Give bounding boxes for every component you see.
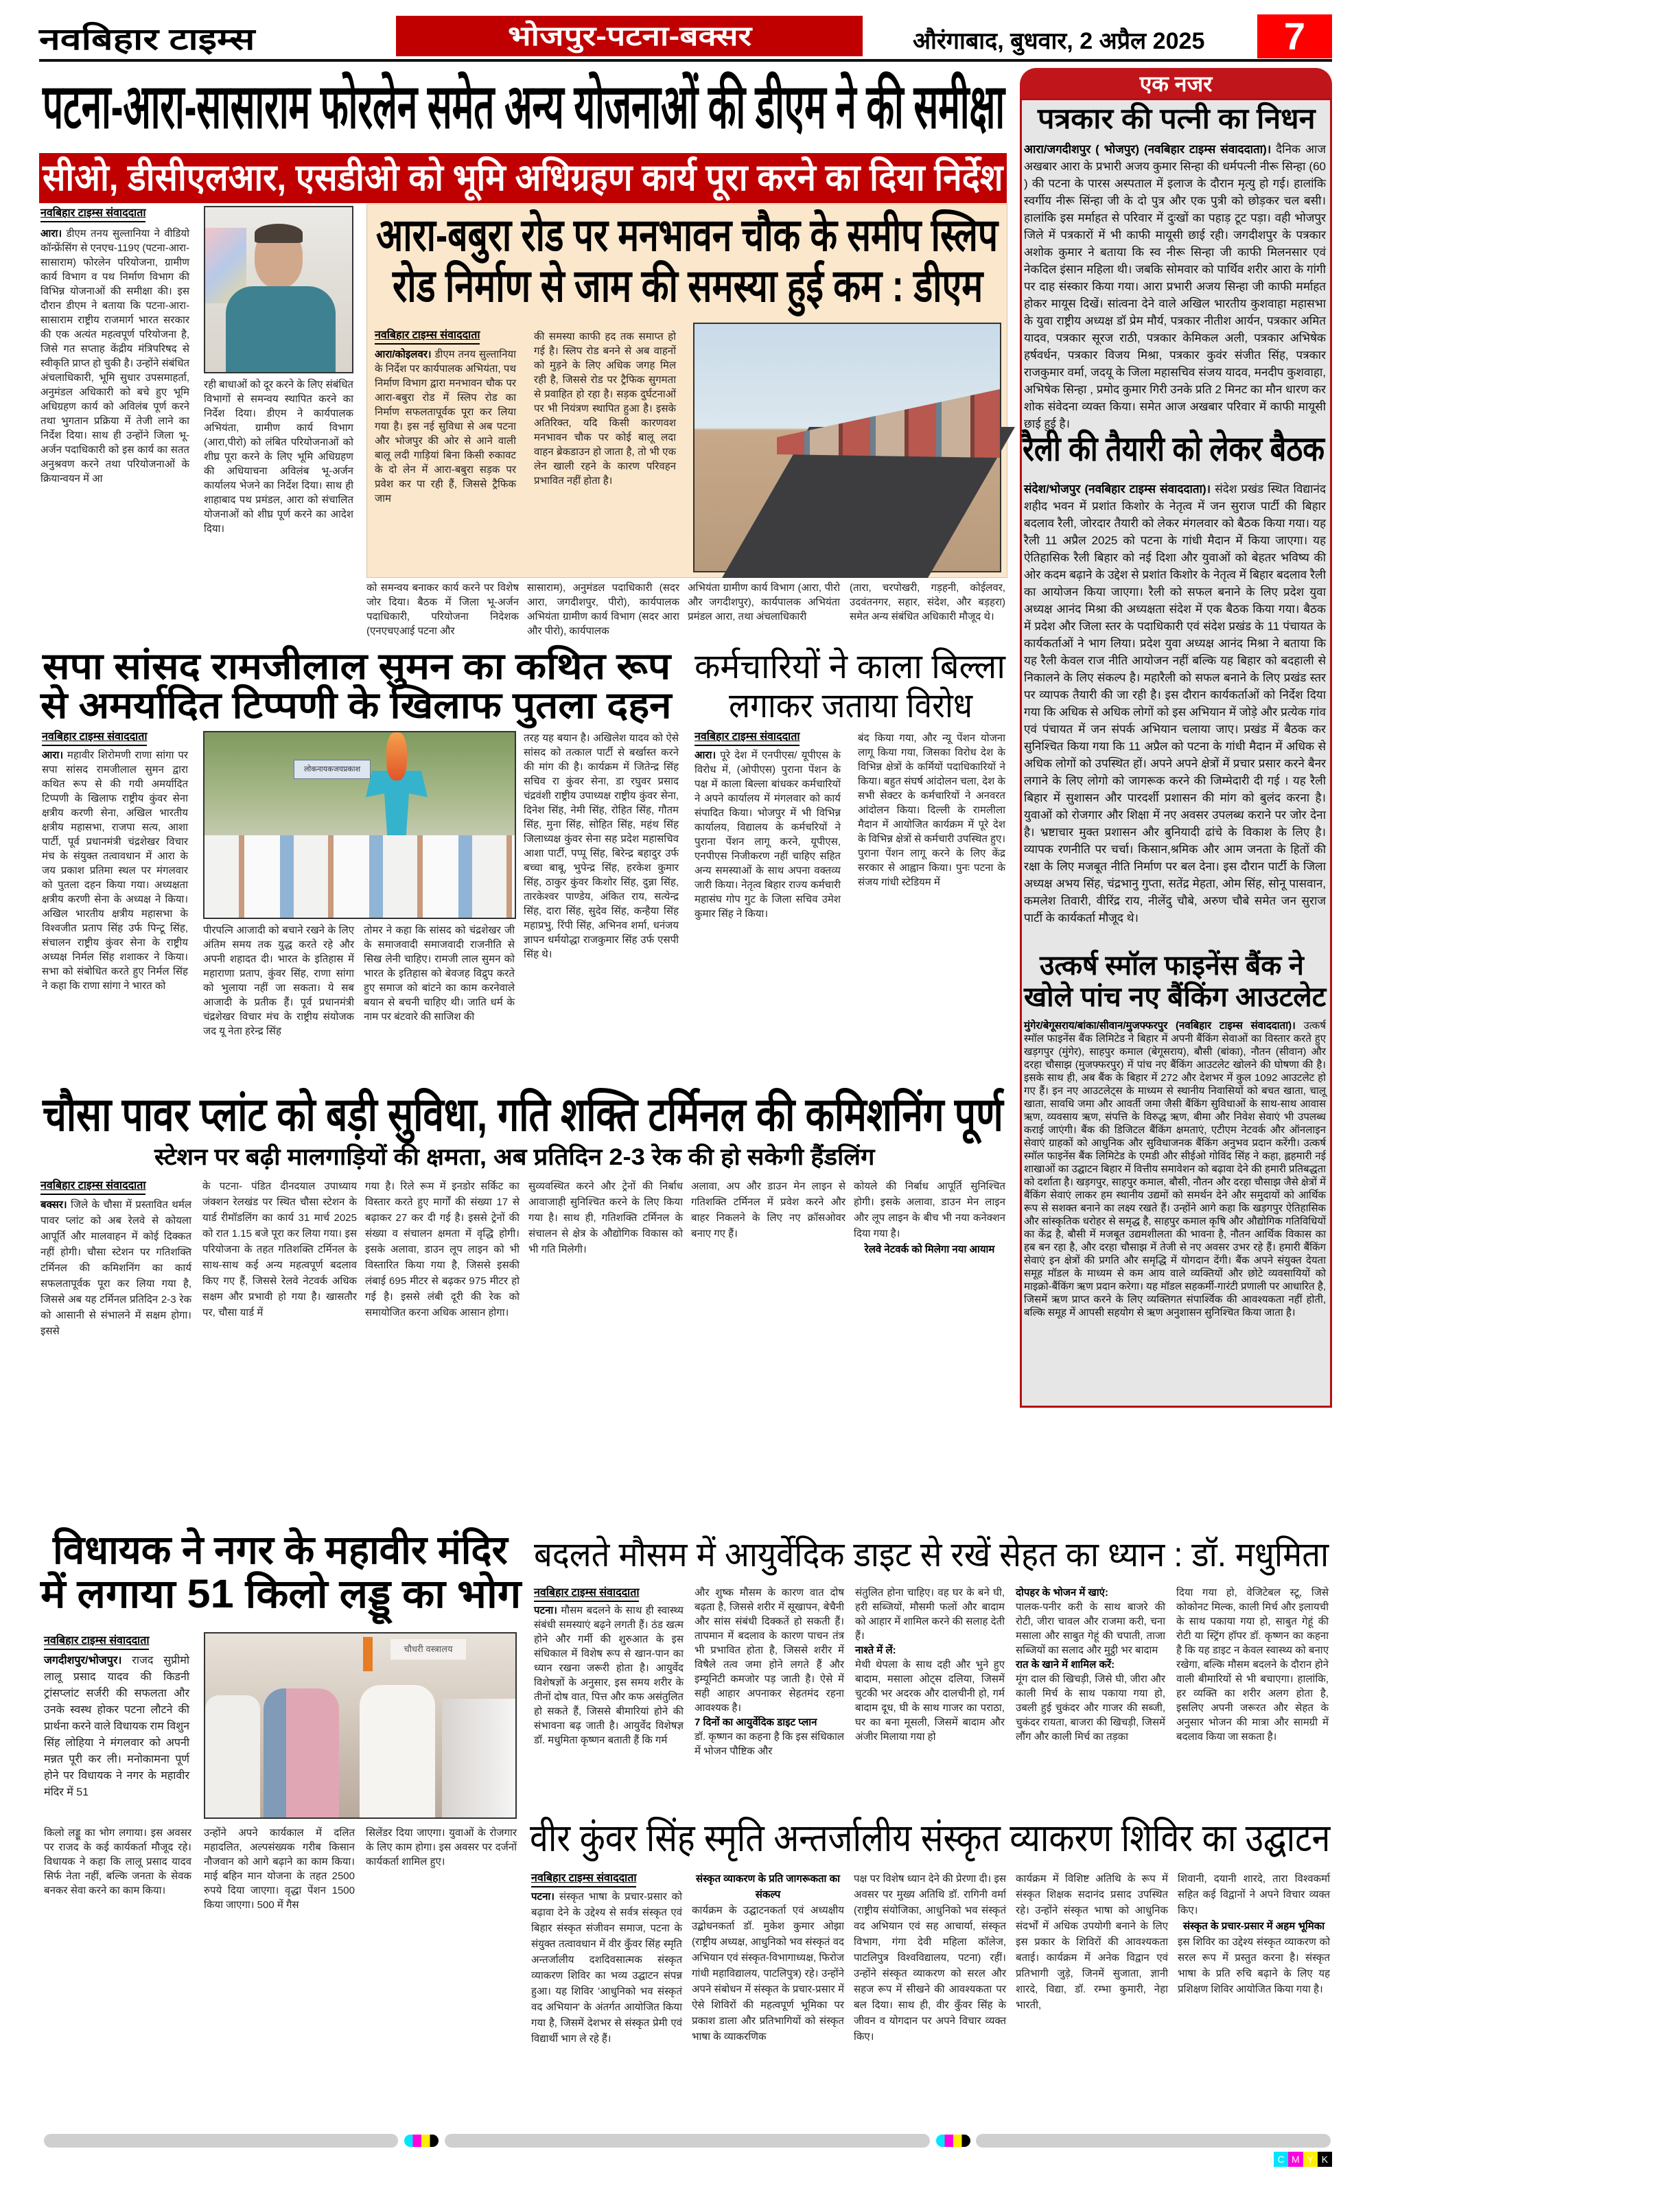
chausa-col-6: कोयले की निर्बाध आपूर्ति सुनिश्चित होगी। इसके अलावा, डाउन मेन लाइन और लूप लाइन के बीच भी नया कनेक्शन दिया गया है। रेलवे नेटवर्क को मिलेगा नया आयाम <box>854 1178 1005 1513</box>
temple-headline-line-2: में लगाया 51 किलो लड्डू का भोग <box>40 1572 522 1616</box>
registration-dots-2 <box>936 2135 970 2147</box>
chausa-subheading: रेलवे नेटवर्क को मिलेगा नया आयाम <box>864 1244 995 1255</box>
lead-strip-col-3: अभियंता ग्रामीण कार्य विभाग (आरा, पीरो और जगदीशपुर), कार्यपालक अभियंता प्रमंडल आरा, तथा अंचलाधिकारी <box>688 582 840 623</box>
slip-road-col-1: आरा/कोइलवर। डीएम तनय सुल्तानिया के निर्देश पर कार्यपालक अभियंता, पथ निर्माण विभाग द्वारा मनभावन चौक पर आरा-बबुरा रोड में स्लिप रोड का निर्माण सफलतापूर्वक पूरा कर लिया गया है। इस नई सुविधा से अब पटना और भोजपुर की ओर से आने वाली बालू लदी गाड़ियां बिना किसी रुकावट के दो लेन में आरा-बबुरा सड़क पर प्रवेश कर पा रही हैं, जिससे ट्रैफिक जाम <box>375 349 516 504</box>
lead-strip-col-2: सासाराम), अनुमंडल पदाधिकारी (सदर आरा, जगदीशपुर, पीरो), कार्यपालक अभियंता ग्रामीण कार्य विभाग (सदर आरा और पीरो), कार्यपालक <box>527 582 679 637</box>
slip-road-photo <box>693 323 1001 572</box>
bank-headline-line-2: खोले पांच नए बैंकिंग आउटलेट <box>1024 982 1327 1012</box>
temple-col-1: जगदीशपुर/भोजपुर। राजद सुप्रीमो लालू प्रसाद यादव की किडनी ट्रांसप्लांट सर्जरी की सफलता और उनके स्वस्थ होकर पटना लौटने की प्रार्थना करने वाले विधायक राम विशुन सिंह लोहिया ने मंगलवार को अपनी मन्नत पूरी कर ली। मनोकामना पूर्ण होने पर विधायक ने नगर के महावीर मंदिर में 51 <box>44 1655 189 1798</box>
lead-body-col-2: रही बाधाओं को दूर करने के लिए संबंधित विभागों से समन्वय स्थापित करने का निर्देश दिया। डीएम ने कार्यपालक अभियंता, ग्रामीण कार्य विभाग (आरा,पीरो) को लंबित परियोजनाओं को शीघ्र पूरा करने के लिए भूमि अधिग्रहण की अधियाचना अविलंब भू-अर्जन कार्यालय भेजने का निर्देश दिया। साथ ही शाहाबाद पथ प्रमंडल, आरा को संचालित योजनाओं को शीघ्र पूर्ण करने का आदेश दिया। <box>204 379 353 535</box>
sanskrit-subheading-role: संस्कृत के प्रचार-प्रसार में अहम भूमिका <box>1182 1920 1325 1932</box>
sanskrit-subheading-awareness: संस्कृत व्याकरण के प्रति जागरूकता का संकल्प <box>695 1873 841 1901</box>
effigy-headline-line-1: सपा सांसद रामजीलाल सुमन का कथित रूप <box>43 646 671 687</box>
lead-subhead: सीओ, डीसीएलआर, एसडीओ को भूमि अधिग्रहण कार्य पूरा करने का दिया निर्देश <box>43 157 1003 198</box>
black-band-col-2: बंद किया गया, और न्यू पेंशन योजना लागू किया गया, जिसका विरोध देश के विभिन्न क्षेत्रों के कर्मियों पदाधिकारियों ने किया। बहुत संघर्ष आंदोलन चला, देश के सभी सेक्टर के कर्मचारियों ने अनवरत आंदोलन किया। दिल्ली के रामलीला मैदान में आयोजित कार्यक्रम में पूरे देश के विभिन्न क्षेत्रों से कर्मचारी उपस्थित हुए। पुराना पेंशन लागू करने के लिए केंद्र सरकार से आह्वान किया। पुनः पटना के संजय गांधी स्टेडियम में <box>858 732 1005 888</box>
photo-person-hair <box>255 224 303 243</box>
obituary-headline: पत्रकार की पत्नी का निधन <box>1038 102 1316 135</box>
cmyk-m: M <box>1288 2152 1303 2167</box>
chausa-col-1: बक्सर। जिले के चौसा में प्रस्तावित थर्मल पावर प्लांट को अब रेलवे से कोयला आपूर्ति और मालवाहन में कोई दिक्कत नहीं होगी। चौसा स्टेशन पर गतिशक्ति टर्मिनल की कमिशनिंग का कार्य सफलतापूर्वक पूरा कर लिया गया है, जिससे अब यह टर्मिनल प्रतिदिन 2-3 रेक को आसानी से संभालने में सक्षम होगा। इससे <box>40 1199 191 1337</box>
photo-shop-sign: चौधरी वस्त्रालय <box>390 1639 466 1660</box>
effigy-col-2: पीरपत्नि आजादी को बचाने रखने के लिए अंतिम समय तक युद्ध करते रहे और अपनी शहादत दी। भारत के इतिहास में महाराणा प्रताप, कुंवर सिंह, राणा सांगा को भुलाया नहीं जा सकता। ये सब आजादी के प्रतीक हैं। पूर्व प्रधानमंत्री चंद्रशेखर विचार मंच के राष्ट्रीय संयोजक जद यू नेता हरेन्द्र सिंह <box>203 925 354 1037</box>
lead-strip-col-1: को समन्वय बनाकर कार्य करने पर विशेष जोर दिया। बैठक में जिला भू-अर्जन पदाधिकारी, परियोजना निदेशक (एनएचएआई पटना और <box>366 582 519 637</box>
rally-body: संदेश/भोजपुर (नवबिहार टाइम्स संवाददाता)। संदेश प्रखंड स्थित विद्यानंद शहीद भवन में प्रशांत किशोर के नेतृत्व में जन सुराज पार्टी की बिहार बदलाव रैली, जोरदार तैयारी को लेकर मंगलवार को बैठक किया गया। यह रैली 11 अप्रैल 2025 को पटना के गांधी मैदान में किया जाएगा। यह ऐतिहासिक रैली बिहार को नई दिशा और युवाओं को बेहतर भविष्य की ओर कदम बढ़ाने के उद्देश से प्रशांत किशोर के नेतृत्व में बिहार बदलाव रैली का आयोजन किया जाएगा। रैली को सफल बनाने के लिए प्रदेश युवा अध्यक्ष आनंद मिश्रा की अध्यक्षता संदेश में एक बैठक किया गया। बैठक में प्रदेश और जिला स्तर के पदाधिकारी एवं संदेश प्रखंड के 11 पंचायत के कार्यकर्ताओं ने भाग लिया। प्रदेश युवा अध्यक्ष आनंद मिश्रा ने बताया कि यह रैली केवल राज नीति आयोजन नहीं बल्कि यह बिहार को बदहाली से निकालने के लिए संकल्प है। महारैली को सफल बनाने के लिए प्रखंड स्तर पर व्यापक तैयारी की जा रही है। इस दौरान कार्यकर्ताओं को निर्देश दिया गया कि अधिक से अधिक लोगों को इस अभियान में जोड़े और प्रत्येक गांव एवं पंचायत में जन संपर्क अभियान चलाया जाए। प्रखंड में बैठक कर सुनिश्चित किया गया कि 11 अप्रैल को पटना के गांधी मैदान में अधिक से अधिक लोगों को उपस्थित हों। अपने अपने क्षेत्रों में प्रचार प्रसार करने बैनर लगाने के लिए लोगो को जागरूक करने की जिम्मेदारी दी गई । यह रैली बिहार में सुशासन और पारदर्शी प्रशासन की मांग को बुलंद करना है। युवाओं को रोजगार और शिक्षा में नए अवसर उपलब्ध कराने पर जोर देना है। भ्रष्टाचार मुक्त प्रशासन और बुनियादी ढांचे के विकाश के लिए है। व्यापक रणनीति पर चर्चा। किसान,श्रमिक और आम जनता के हितों की रक्षा के लिए मजबूत नीति निर्माण पर बल देना। इस दौरान पार्टी के जिला अध्यक्ष अभय सिंह, चंद्रभानु गुप्ता, सतेंद्र मेहता, ओम सिंह, सोनू पासवान, कमलेश तिवारी, वीरिंद्र राय, नीलेंदु चौबे, अरुण चौबे समेत जन सुराज पार्टी के कार्यकर्ता मौजूद थे। <box>1024 483 1326 925</box>
obituary-body: आरा/जगदीशपुर ( भोजपुर) (नवबिहार टाइम्स संवाददाता)। दैनिक आज अखबार आरा के प्रभारी अजय कुमार सिन्हा की धर्मपत्नी नीरू सिन्हा (60 ) की पटना के पारस अस्पताल में इलाज के दौरान मृत्यु हो गई। हालांकि स्वर्गीय नीरू सिंन्हा जी के दो पुत्र और एक पुत्री को छोड़कर चल बसी। हालांकि इस मर्माहत से परिवार में दुःखों का पहाड़ टूट पड़ा। वही भोजपुर जिले में पत्रकारों में भी काफी मायूसी छाई रही। जगदीशपुर के पत्रकार अशोक कुमार ने बताया कि स्व नीरू सिन्हा जी काफी मिलनसार एवं नेकदिल इंसान महिला थी। जबकि सोमवार को पार्थिव शरीर आरा के गांगी पर दाह संस्कार किया गया। आरा प्रभारी अजय सिन्हा जी काफी मर्माहत होकर मायूस दिखें। सांत्वना देने वाले अखिल भारतीय कुशवाहा महासभा के युवा राष्ट्रीय अध्यक्ष डॉ प्रेम मौर्य, पत्रकार नीतीश आर्यन, पत्रकार अमित यादव, पत्रकार सूरज राठी, पत्रकार केमिकल अली, पत्रकार अभिषेक हर्षवर्धन, पत्रकार विजय मिश्रा, पत्रकार कुवंर संजीत सिंह, पत्रकार राजकुमार वर्मा, जदयू के जिला महासचिव संजय यादव, मनदीप कुशवाहा, अभिषेक सिन्हा , प्रमोद कुमार गिरी उनके प्रति 2 मिनट का मौन धारण कर शोक संवेदना व्यक्त किया। समेत आज अखबार परिवार में काफी मायूसी छाई हुई है। <box>1024 143 1326 430</box>
effigy-col-3: तोमर ने कहा कि सांसद को चंद्रशेखर जी के समाजवादी समाजवादी राजनीति से सिख लेनी चाहिए। रामजी लाल सुमन को भारत के इतिहास को बेवजह विद्रुप करते हुए समाज को बांटने का काम करनेवाले बयान से बचनी चाहिए थी। जाति धर्म के नाम पर बंटवारे की साजिश की <box>364 925 515 1023</box>
black-band-headline-line-1: कर्मचारियों ने काला बिल्ला <box>695 647 1005 686</box>
lead-byline: नवबिहार टाइम्स संवाददाता <box>40 206 145 222</box>
sanskrit-col-4: कार्यक्रम में विशिष्ट अतिथि के रूप में संस्कृत शिक्षक सदानंद प्रसाद उपस्थित रहे। उन्होंने संस्कृत भाषा को आधुनिक संदर्भों में अधिक उपयोगी बनाने के लिए इस प्रकार के शिविरों की आवश्यकता बताई। कार्यक्रम में अनेक विद्वान एवं प्रतिभागी जुड़े, जिनमें सुजाता, ज्ञानी शारदे, विद्या, डॉ. रम्भा कुमारी, नेहा भारती, <box>1016 1873 1168 2011</box>
page-number-badge: 7 <box>1257 14 1332 58</box>
photo-leader-right <box>360 1685 435 1817</box>
bank-body: मुंगेर/बेगूसराय/बांका/सीवान/मुजफ्फरपुर (नवबिहार टाइम्स संवाददाता)। उत्कर्ष स्मॉल फाइनेंस बैंक लिमिटेड ने बिहार में अपनी बैंकिंग सेवाओं का विस्तार करते हुए खड़गपुर (मुंगेर), साहपुर कमाल (बेगूसराय), बौसी (बांका), नौतन (सीवान) और दरहा चौसाझ (मुजफ्फरपुर) में पांच नए बैंकिंग आउटलेट खोलने की घोषणा की है। इसके साथ ही, अब बैंक के बिहार में 272 और देशभर में कुल 1092 आउटलेट हो गए हैं। इन नए आउटलेट्स के माध्यम से स्थानीय निवासियों को बचत खाता, चालू खाता, सावधि जमा और आवर्ती जमा जैसी बैंकिंग सुविधाओं के साथ-साथ आवास ऋण, व्यवसाय ऋण, संपत्ति के विरुद्ध ऋण, बीमा और निवेश सेवाएं भी उपलब्ध कराई जाएंगी। बैंक की डिजिटल बैंकिंग क्षमताएं, एटीएम नेटवर्क और ऑनलाइन सेवाएं ग्राहकों को आधुनिक और सुविधाजनक बैंकिंग अनुभव प्रदान करेंगी। उत्कर्ष स्मॉल फाइनेंस बैंक लिमिटेड के एमडी और सीईओ गोविंद सिंह ने कहा, ह्लहमारी नई शाखाओं का उद्घाटन बिहार में वित्तीय समावेशन को बढ़ावा देने की हमारी प्रतिबद्धता को दर्शाता है। खड़गपुर, साहपुर कमाल, बौसी, नौतन और दरहा चौसाझ जैसे क्षेत्रों में बैंकिंग सेवाएं लाकर हम स्थानीय उद्यमों को समर्थन देने और समुदायों को आर्थिक रूप से सशक्त बनाने का लक्ष्य रखते हैं। उन्होंने आगे कहा कि खड़गपुर ऐतिहासिक और सांस्कृतिक धरोहर से समृद्ध है, साहपुर कमाल कृषि और औद्योगिक गतिविधियों का केंद्र है, बौसी में मजबूत उद्यमशीलता की भावना है, नौतन आर्थिक विकास का हब बन रहा है, और दरहा चौसाझ में तेजी से नए अवसर उभर रहे हैं। हमारी बैंकिंग सेवाएं इन क्षेत्रों की प्रगति और समृद्धि में योगदान देंगी। बैंक अपने संयुक्त देयता समूह मॉडल के माध्यम से कम आय वाले व्यक्तियों और छोटे व्यवसायियों को माइक्रो-बैंकिंग ऋण प्रदान करेगा। यह मॉडल सहकर्मी-गारंटी प्रणाली पर आधारित है, जिसमें ऋण प्राप्त करने के लिए व्यक्तिगत संपार्श्विक की आवश्यकता नहीं होती, बल्कि समूह में आपसी सहयोग से ऋण अनुशासन सुनिश्चित किया जाता है। <box>1024 1020 1326 1318</box>
black-band-col-1: आरा। पूरे देश में एनपीएस/ यूपीएस के विरोध में, (ओपीएस) पुराना पेंशन के पक्ष में काला बिल्ला बांधकर कर्मचारियों ने अपने कार्यालय में मंगलवार को कार्य संपादित किया। भोजपुर में भी विभिन्न कार्यालय, विद्यालय के कर्मचरियों ने पुराना पेंशन लागू करने, यूपीएस, एनपीएस निजीकरण नहीं चाहिए सहित अन्य समस्याओं के साथ अपना वक्तव्य जारी किया। नेतृत्व बिहार राज्य कर्मचारी महासंघ गोप गुट के जिला सचिव उमेश कुमार सिंह ने किया। <box>695 749 841 920</box>
ayurveda-subheading-breakfast: नाश्ते में लें: <box>855 1645 896 1656</box>
sanskrit-col-2: संस्कृत व्याकरण के प्रति जागरूकता का संकल्प कार्यक्रम के उद्घाटनकर्ता एवं अध्यक्षीय उद्बोधनकर्ता डॉ. मुकेश कुमार ओझा (राष्ट्रीय अध्यक्ष, आधुनिको भव संस्कृतं वद अभियान एवं संस्कृत-विभागाध्यक्ष, फिरोज गांधी महाविद्यालय, पाटलिपुत्र) रहे। उन्होंने अपने संबोधन में संस्कृत के प्रचार-प्रसार में ऐसे शिविरों की महत्वपूर्ण भूमिका पर प्रकाश डाला और प्रतिभागियों को संस्कृत भाषा के व्याकरणिक <box>692 1871 844 2129</box>
cmyk-k: K <box>1318 2152 1332 2167</box>
chausa-headline: चौसा पावर प्लांट को बड़ी सुविधा, गति शक्ति टर्मिनल की कमिशनिंग पूर्ण <box>43 1089 1003 1141</box>
temple-byline: नवबिहार टाइम्स संवाददाता <box>44 1634 149 1650</box>
slip-road-headline-line-2: रोड निर्माण से जाम की समस्या हुई कम : डीएम <box>393 260 983 311</box>
bank-headline-line-1: उत्कर्ष स्मॉल फाइनेंस बैंक ने <box>1040 951 1304 981</box>
masthead-rule <box>39 59 1332 62</box>
ayurveda-col-4: दोपहर के भोजन में खाएं: पालक-पनीर करी के साथ बाजरे की रोटी, जीरा चावल और राजमा करी, चना मसाला और साबुत गेहूं की चपाती, ताजा सब्जियों का सलाद और मुट्ठी भर बादाम रात के खाने में शामिल करें: मूंग दाल की खिचड़ी, जिसे घी, जीरा और काली मिर्च के साथ पकाया गया हो, उबली हुई चुकंदर और गाजर की सब्जी, चुकंदर रायता, बाजरा की खिचड़ी, जिसमें लौंग और काली मिर्च का तड़का <box>1016 1587 1165 1743</box>
ayurveda-subheading-diet-plan: 7 दिनों का आयुर्वेदिक डाइट प्लान <box>695 1717 817 1728</box>
ayurveda-col-1: पटना। मौसम बदलने के साथ ही स्वास्थ्य संबंधी समस्याएं बढ़ने लगती हैं। ठंड खत्म होने और गर्मी की शुरुआत के इस संधिकाल में विशेष रूप से खान-पान का ध्यान रखना जरूरी होता है। आयुर्वेद विशेषज्ञों के अनुसार, इस समय शरीर के तीनों दोष वात, पित्त और कफ असंतुलित हो सकते हैं, जिससे बीमारियां होने की संभावना बढ़ जाती है। आयुर्वेद विशेषज्ञ डॉ. मधुमिता कृष्णन बताती हैं कि गर्म <box>534 1605 684 1746</box>
effigy-byline: नवबिहार टाइम्स संवाददाता <box>42 730 147 746</box>
black-band-headline-line-2: लगाकर जताया विरोध <box>729 686 973 725</box>
chausa-subhead: स्टेशन पर बढ़ी मालगाड़ियों की क्षमता, अब प्रतिदिन 2-3 रेक की हो सकेगी हैंडलिंग <box>154 1144 875 1170</box>
chausa-col-3: गया है। रिले रूम में इनडोर सर्किट का विस्तार करते हुए मार्गों की संख्या 17 से बढ़ाकर 27 कर दी गई है। इससे ट्रेनों की संख्या व संचालन क्षमता में वृद्धि होगी। इसके अलावा, डाउन लूप लाइन को भी विस्तारित किया गया है, जिससे इसकी लंबाई 695 मीटर से बढ़कर 975 मीटर हो गई है। इससे लंबी दूरी की रेक को समायोजित करना अधिक आसान होगा। <box>365 1181 520 1318</box>
temple-col-3: उन्होंने अपने कार्यकाल में दलित महादलित, अल्पसंख्यक गरीब किसान नौजवान को आगे बढ़ाने का काम किया। माई बहिन मान योजना के तहत 2500 रुपये दिया जाएगा। वृद्धा पेंशन 1500 किया जाएगा। 500 में गैस <box>204 1827 355 1911</box>
dateline: औरंगाबाद, बुधवार, 2 अप्रैल 2025 <box>913 28 1205 54</box>
temple-visit-photo <box>204 1632 517 1819</box>
temple-headline-line-1: विधायक ने नगर के महावीर मंदिर <box>53 1528 508 1572</box>
registration-dots-1 <box>404 2135 439 2147</box>
edition-label: भोजपुर-पटना-बक्सर <box>508 21 752 51</box>
photo-crowd-side <box>205 1695 260 1817</box>
chausa-byline: नवबिहार टाइम्स संवाददाता <box>40 1178 145 1195</box>
photo-sign: लोकनायकजयप्रकाश <box>294 760 371 779</box>
effigy-burning-photo <box>203 731 516 919</box>
sanskrit-col-3: पक्ष पर विशेष ध्यान देने की प्रेरणा दी। इस अवसर पर मुख्य अतिथि डॉ. रागिनी वर्मा (राष्ट्रीय संयोजिका, आधुनिको भव संस्कृतं वद अभियान एवं सह आचार्या, संस्कृत विभाग, गंगा देवी महिला कॉलेज, पाटलिपुत्र विश्वविद्यालय, पटना) रहीं। उन्होंने संस्कृत व्याकरण को सरल और सहज रूप में सीखने की आवश्यकता पर बल दिया। साथ ही, वीर कुँवर सिंह के जीवन व योगदान पर अपने विचार व्यक्त किए। <box>854 1873 1006 2043</box>
cmyk-y: Y <box>1303 2152 1318 2167</box>
sidebar-tab: एक नजर <box>1020 68 1332 100</box>
footer-bar-middle <box>445 2134 930 2148</box>
lead-strip-col-4: (तारा, चरपोखरी, गड़हनी, कोईलवर, उदवंतनगर, सहार, संदेश, और बड़हरा) समेत अन्य संबंधित अधिकारी मौजूद थे। <box>850 582 1005 623</box>
ayurveda-byline: नवबिहार टाइम्स संवाददाता <box>534 1585 639 1602</box>
sanskrit-col-1: पटना। संस्कृत भाषा के प्रचार-प्रसार को बढ़ावा देने के उद्देश्य से सर्वत्र संस्कृत एवं बिहार संस्कृत संजीवन समाज, पटना के संयुक्त तत्वावधान में वीर कुँवर सिंह स्मृति अन्तर्जालीय दशदिवसात्मक संस्कृत व्याकरण शिविर का भव्य उद्घाटन संपन्न हुआ। यह शिविर 'आधुनिको भव संस्कृतं वद अभियान' के अंतर्गत आयोजित किया गया है, जिसमें देशभर से संस्कृत प्रेमी एवं विद्यार्थी भाग ले रहे हैं। <box>531 1891 682 2045</box>
rally-headline: रैली की तैयारी को लेकर बैठक <box>1023 430 1325 468</box>
photo-crowd <box>205 835 515 918</box>
footer-bar-left <box>44 2134 398 2148</box>
sanskrit-col-5: शिवानी, दयानी शारदे, तारा विश्वकर्मा सहित कई विद्वानों ने अपने विचार व्यक्त किए। संस्कृत के प्रचार-प्रसार में अहम भूमिका इस शिविर का उद्देश्य संस्कृत व्याकरण को सरल रूप में प्रस्तुत करना है। संस्कृत भाषा के प्रति रुचि बढ़ाने के लिए यह प्रशिक्षण शिविर आयोजित किया गया है। <box>1178 1873 1330 1995</box>
ayurveda-headline: बदलते मौसम में आयुर्वेदिक डाइट से रखें सेहत का ध्यान : डॉ. मधुमिता <box>534 1535 1329 1574</box>
effigy-col-1: आरा। महावीर शिरोमणी राणा सांगा पर सपा सांसद रामजीलाल सुमन द्वारा कथित रूप से की गयी अमर्यादित टिप्पणी के खिलाफ राष्ट्रीय कुंवर सेना क्षत्रीय करणी सेना, अखिल भारतीय क्षत्रीय महासभा, राजपा सत्य, आशा पार्टी, पूर्व प्रधानमंत्री चंद्रशेखर विचार मंच के संयुक्त तत्वावधान में आरा के जय प्रकाश प्रतिमा स्थल पर मंगलवार को पुतला दहन किया गया। अध्यक्षता क्षत्रीय करणी सेना के अध्यक्ष ने किया। अखिल भारतीय क्षत्रीय महासभा के विश्वजीत प्रताप सिंह उर्फ पिन्टू सिंह, संचालन राष्ट्रीय कुंवर सेना के राष्ट्रीय अध्यक्ष निर्मल सिंह शशाकर ने किया। सभा को संबोधित करते हुए निर्मल सिंह ने कहा कि राणा सांगा ने भारत को <box>42 749 188 992</box>
lead-headline: पटना-आरा-सासाराम फोरलेन समेत अन्य योजनाओं की डीएम ने की समीक्षा <box>43 73 1005 141</box>
effigy-headline-line-2: से अमर्यादित टिप्पणी के खिलाफ पुतला दहन <box>40 685 672 726</box>
temple-col-2: किलो लड्डू का भोग लगाया। इस अवसर पर राजद के कई कार्यकर्ता मौजूद रहे। विधायक ने कहा कि लालू प्रसाद यादव सिर्फ नेता नहीं, बल्कि जनता के सेवक बनकर सेवा करने का काम किया। <box>44 1827 191 1896</box>
footer-bar-right <box>976 2134 1331 2148</box>
chausa-col-5: अलावा, अप और डाउन मेन लाइन से गतिशक्ति टर्मिनल में प्रवेश करने और बाहर निकलने के लिए नए क्रॉसओवर बनाए गए हैं। <box>691 1181 845 1240</box>
photo-flag <box>363 1637 373 1671</box>
ayurveda-subheading-lunch: दोपहर के भोजन में खाएं: <box>1016 1587 1108 1599</box>
ayurveda-col-2: और शुष्क मौसम के कारण वात दोष बढ़ता है, जिससे शरीर में सूखापन, बेचैनी और सांस संबंधी दिक्कतें हो सकती हैं। तापमान में बदलाव के कारण पाचन तंत्र भी प्रभावित होता है, जिससे शरीर में विषैले तत्व जमा होने लगते हैं और इम्यूनिटी कमजोर पड़ जाती है। ऐसे में सही आहार अपनाकर सेहतमंद रहना आवश्यक है। 7 दिनों का आयुर्वेदिक डाइट प्लान डॉ. कृष्णन का कहना है कि इस संधिकाल में भोजन पौष्टिक और <box>695 1587 844 1757</box>
cmyk-swatch <box>1274 2152 1332 2167</box>
photo-leader-left <box>264 1688 339 1817</box>
sanskrit-byline: नवबिहार टाइम्स संवाददाता <box>531 1871 636 1887</box>
lead-body-col-1: आरा। डीएम तनय सुल्तानिया ने वीडियो कॉन्फ्रेंसिंग से एनएच-119ए (पटना-आरा-सासाराम) फोरलेन परियोजना, ग्रामीण कार्य विभाग व पथ निर्माण विभाग की विभिन्न योजनाओं की समीक्षा की। इस दौरान डीएम ने बताया कि पटना-आरा-सासाराम राष्ट्रीय राजमार्ग भारत सरकार की एक अत्यंत महत्वपूर्ण परियोजना है, जिसे गत सप्ताह केंद्रीय मंत्रिपरिषद से स्वीकृति प्राप्त हो चुकी है। उन्होंने संबंधित अंचलाधिकारी, भूमि सुधार उपसमाहर्ता, अनुमंडल अधिकारी को बचे हुए भूमि अधिग्रहण कार्य को अविलंब पूर्ण करने तथा भुगतान प्रक्रिया में तेजी लाने का निर्देश दिया। साथ ही उन्होंने जिला भू-अर्जन पदाधिकारी को इस कार्य का सतत अनुश्रवण करने तथा परियोजनाओं के क्रियान्वयन में आ <box>40 228 189 485</box>
chausa-col-4: सुव्यवस्थित करने और ट्रेनों की निर्बाध आवाजाही सुनिश्चित करने के लिए किया गया है। साथ ही, गतिशक्ति टर्मिनल के संचालन से क्षेत्र के औद्योगिक विकास को भी गति मिलेगी। <box>528 1181 683 1255</box>
temple-col-4: सिलेंडर दिया जाएगा। युवाओं के रोजगार के लिए काम होगा। इस अवसर पर दर्जनों कार्यकर्ता शामिल हुए। <box>366 1827 517 1868</box>
dm-portrait-photo <box>204 206 353 373</box>
black-band-byline: नवबिहार टाइम्स संवाददाता <box>695 730 800 746</box>
slip-road-col-2: की समस्या काफी हद तक समाप्त हो गई है। स्लिप रोड बनने से अब वाहनों को मुड़ने के लिए अधिक जगह मिल रही है, जिससे रोड पर ट्रैफिक सुगमता से प्रवाहित हो रहा है। सड़क दुर्घटनाओं पर भी नियंत्रण स्थापित हुआ है। इसके अतिरिक्त, यदि किसी कारणवश मनभावन चौक पर कोई बालू लदा वाहन ब्रेकडाउन हो जाता है, तो भी एक लेन खाली रहने के कारण परिवहन प्रभावित नहीं होता है। <box>534 331 676 487</box>
chausa-col-2: के पटना- पंडित दीनदयाल उपाध्याय जंक्शन रेलखंड पर स्थित चौसा स्टेशन के यार्ड रीमॉडलिंग का कार्य 31 मार्च 2025 को रात 1.15 बजे पूरा कर लिया गया। इस परियोजना के तहत गतिशक्ति टर्मिनल के साथ-साथ कई अन्य महत्वपूर्ण बदलाव किए गए हैं, जिससे रेलवे नेटवर्क अधिक सक्षम और प्रभावी हो गया है। खासतौर पर, चौसा यार्ड में <box>202 1181 357 1318</box>
cmyk-c: C <box>1274 2152 1288 2167</box>
sanskrit-headline: वीर कुंवर सिंह स्मृति अन्तर्जालीय संस्कृत व्याकरण शिविर का उद्घाटन <box>530 1816 1331 1859</box>
photo-flames <box>386 732 407 780</box>
slip-road-headline-line-1: आरा-बबुरा रोड पर मनभावन चौक के समीप स्लिप <box>376 209 999 260</box>
ayurveda-subheading-dinner: रात के खाने में शामिल करें: <box>1016 1659 1115 1671</box>
ayurveda-col-3: संतुलित होना चाहिए। वह घर के बने घी, हरी सब्जियों, मौसमी फलों और बादाम को आहार में शामिल करने की सलाह देती हैं। नाश्ते में लें: मेथी थेपला के साथ दही और भुने हुए बादाम, मसाला ओट्स दलिया, जिसमें चुटकी भर अदरक और दालचीनी हो, गर्म बादाम दूध, घी के साथ गाजर का पराठा, घर का बना मूसली, जिसमें बादाम और अंजीर मिलाया गया हो <box>855 1587 1005 1743</box>
ayurveda-col-5: दिया गया हो, वेजिटेबल स्टू, जिसे कोकोनट मिल्क, काली मिर्च और इलायची के साथ पकाया गया हो, साबुत गेहूं की रोटी या स्ट्रिंग हॉपर डॉ. कृष्णन का कहना है कि यह डाइट न केवल स्वास्थ्य को बनाए रखेगा, बल्कि मौसम बदलने के दौरान होने वाली बीमारियों से भी बचाएगा। हालांकि, हर व्यक्ति का शरीर अलग होता है, इसलिए अपनी जरूरत और सेहत के अनुसार भोजन की मात्रा और सामग्री में बदलाव किया जा सकता है। <box>1176 1587 1329 1743</box>
photo-crowd-far <box>442 1699 515 1817</box>
photo-person-shirt <box>226 286 336 372</box>
photo-trucks <box>777 389 1000 458</box>
effigy-col-4: तरह यह बयान है। अखिलेश यादव को ऐसे सांसद को तत्काल पार्टी से बर्खास्त करने की मांग की है। कार्यक्रम में जितेन्द्र सिंह सचिव रा कुंवर सेना, डा रघुवर प्रसाद चंद्रवंशी राष्ट्रीय उपाध्यक्ष राष्ट्रीय कुंवर सेना, दिनेश सिंह, नेमी सिंह, रोहित सिंह, गौतम सिंह, मुना सिंह, सोहित सिंह, महंथ सिंह जिलाध्यक्ष कुंवर सेना सह प्रदेश महासचिव आशा पार्टी, पप्पू सिंह, बिरेन्द्र बहादुर उर्फ बच्चा बाबू, भुपेन्द्र सिंह, हरकेश कुमार सिंह, ठाकुर कुंवर किशोर सिंह, दुन्ना सिंह, तारकेश्वर पाण्डेय, अंकित राय, सत्येन्द्र सिंह, दारा सिंह, सुदेव सिंह, कन्हैया सिंह महाप्रभु, रिंपी सिंह, अभिनव शर्मा, धनंजय ज्ञापन धर्मयोद्धा राजकुमार सिंह उर्फ एसपी सिंह थे। <box>524 732 679 960</box>
slip-road-byline: नवबिहार टाइम्स संवाददाता <box>375 328 480 345</box>
paper-logo: नवबिहार टाइम्स <box>39 23 255 56</box>
